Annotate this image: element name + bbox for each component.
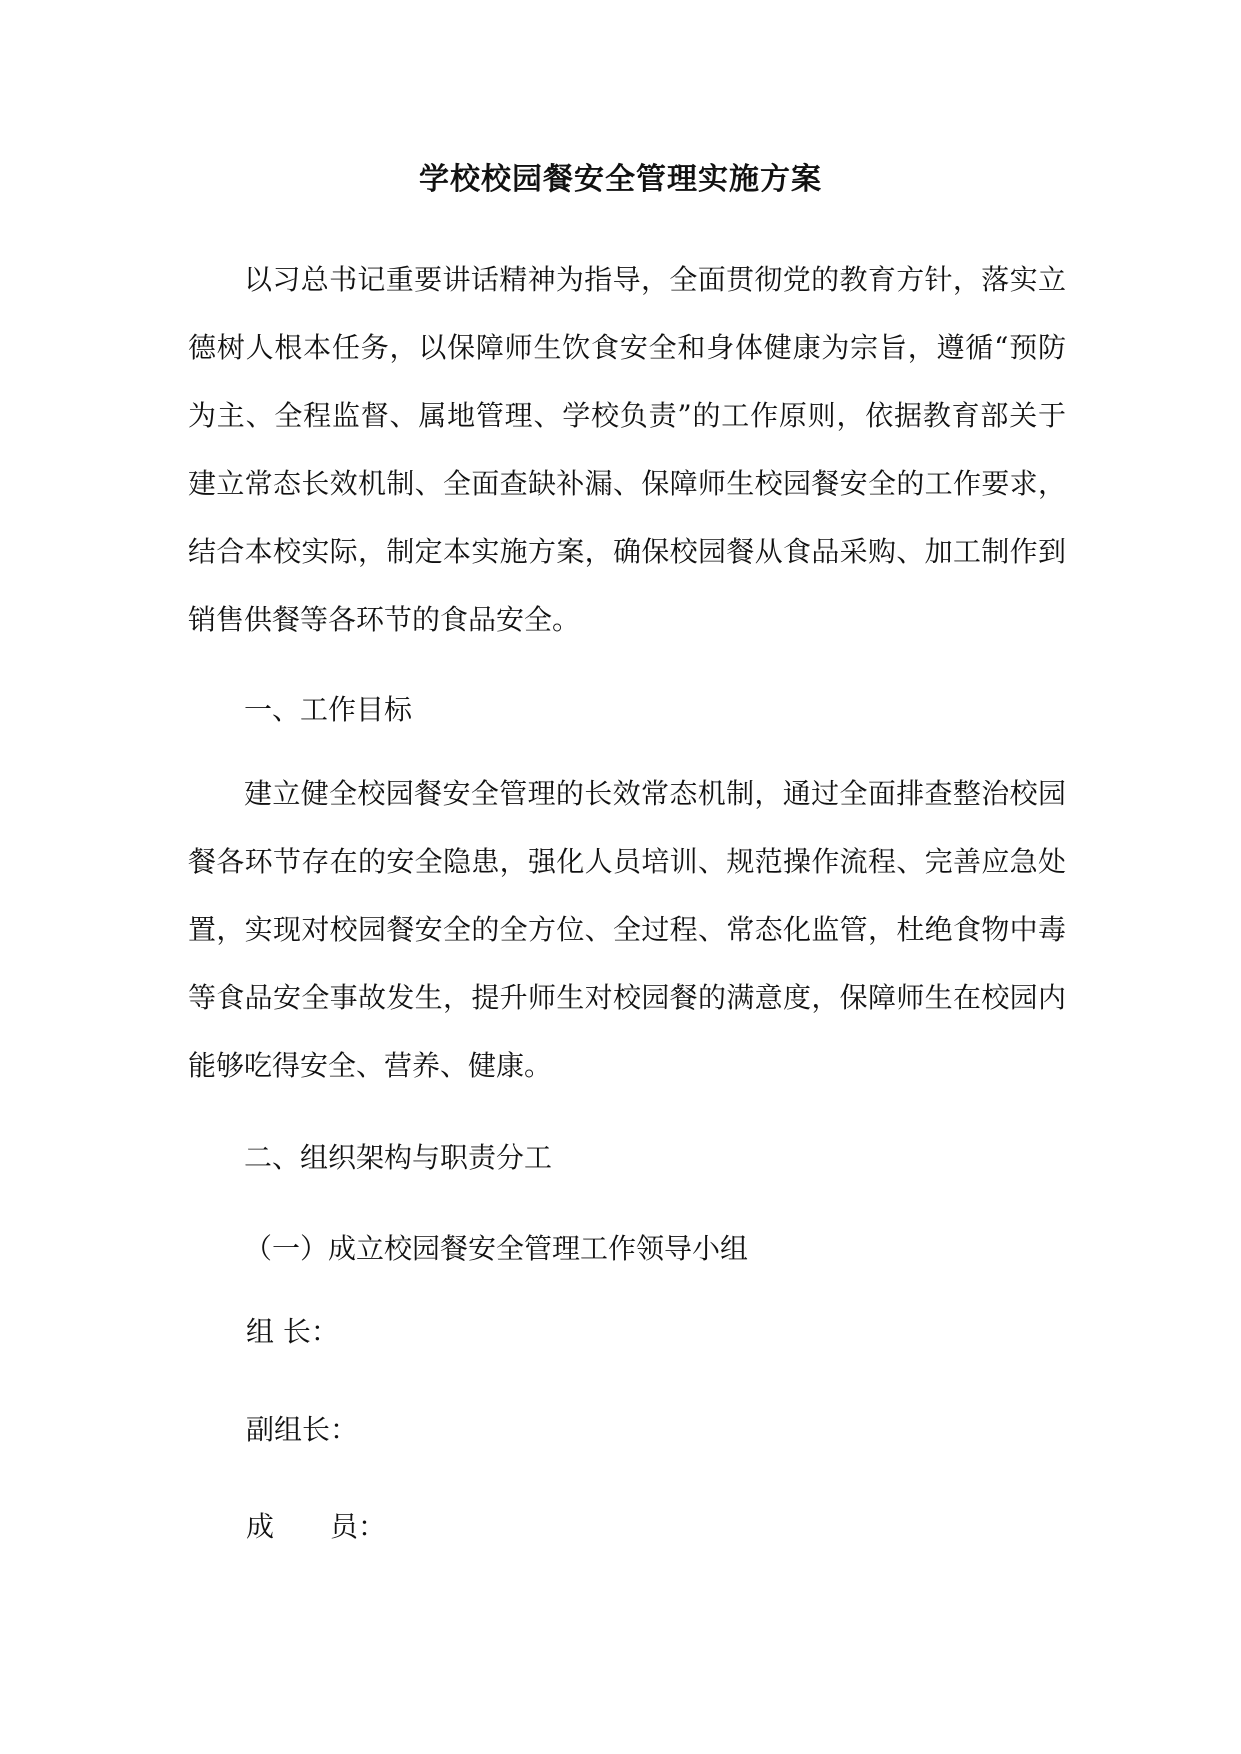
section-heading-organization: 二、组织架构与职责分工 xyxy=(244,1141,553,1174)
section-heading-goals: 一、工作目标 xyxy=(244,693,413,726)
leader-label: 组 长： xyxy=(246,1315,339,1348)
goals-paragraph: 建立健全校园餐安全管理的长效常态机制，通过全面排查整治校园餐各环节存在的安全隐患，强化人员培训、规范操作流程、完善应急处置，实现对校园餐安全的全方位、全过程、常态化监管，杜绝食物中毒等食品安全事故发生，提升师生对校园餐的满意度，保障师生在校园内能够吃得安全、营养、健康。 xyxy=(188,777,1066,1082)
document-title: 学校校园餐安全管理实施方案 xyxy=(419,162,822,197)
subsection-heading-leadership-group: （一）成立校园餐安全管理工作领导小组 xyxy=(244,1232,749,1265)
vice-leader-label: 副组长： xyxy=(246,1413,359,1446)
members-label: 成 员： xyxy=(246,1510,387,1543)
intro-paragraph: 以习总书记重要讲话精神为指导，全面贯彻党的教育方针，落实立德树人根本任务，以保障师生饮食安全和身体健康为宗旨，遵循“预防为主、全程监督、属地管理、学校负责”的工作原则，依据教育部关于建立常态长效机制、全面查缺补漏、保障师生校园餐安全的工作要求，结合本校实际，制定本实施方案，确保校园餐从食品采购、加工制作到销售供餐等各环节的食品安全。 xyxy=(188,263,1066,636)
